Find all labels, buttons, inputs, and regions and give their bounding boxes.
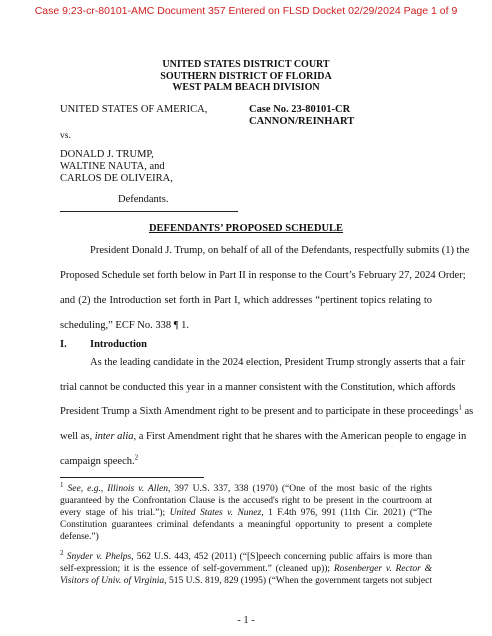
footnote-1-line-3 bbox=[60, 508, 432, 520]
footnote-2-case-3: Visitors of Univ. of Virginia bbox=[60, 576, 165, 586]
footnote-1-line-2: guaranteed by the Confrontation Clause is the accused's right to be present in the courtroom at bbox=[60, 496, 432, 506]
intro-line-1: President Donald J. Trump, on behalf of all of the Defendants, respectfully submits (1) the bbox=[90, 245, 470, 256]
footnote-ref-2[interactable]: 2 bbox=[134, 453, 139, 462]
docket-header: Case 9:23-cr-80101-AMC Document 357 Entered on FLSD Docket 02/29/2024 Page 1 of 9 bbox=[34, 5, 458, 17]
footnote-1-l1: , 397 U.S. 337, 338 (1970) (“One of the most basic of the rights bbox=[167, 484, 432, 494]
section-number: I. bbox=[60, 339, 67, 350]
case-number: Case No. 23-80101-CR bbox=[249, 104, 351, 115]
footnote-ref-1[interactable]: 1 bbox=[458, 403, 462, 412]
defendant-nauta: WALTINE NAUTA, and bbox=[60, 161, 165, 172]
court-name: UNITED STATES DISTRICT COURT bbox=[162, 59, 330, 70]
section-heading: Introduction bbox=[90, 339, 147, 350]
page-number: - 1 - bbox=[237, 615, 255, 626]
para2-line-4-b: , a First Amendment right that he shares with the American people to engage in bbox=[133, 431, 467, 442]
footnote-2-l1: , 562 U.S. 443, 452 (2011) (“[S]peech concerning public affairs is more than bbox=[131, 552, 433, 562]
footnote-2-mark: 2 bbox=[60, 548, 64, 557]
defendant-trump: DONALD J. TRUMP, bbox=[60, 149, 154, 160]
footnote-1-case: United States v. Nunez bbox=[169, 508, 262, 518]
document-title: DEFENDANTS’ PROPOSED SCHEDULE bbox=[148, 223, 344, 234]
versus-label: vs. bbox=[60, 131, 71, 141]
court-division: WEST PALM BEACH DIVISION bbox=[172, 82, 320, 93]
plaintiff-name: UNITED STATES OF AMERICA, bbox=[60, 104, 208, 115]
para2-line-2: trial cannot be conducted this year in a manner consistent with the Constitution, which affords bbox=[60, 382, 456, 393]
para2-line-5 bbox=[60, 453, 432, 468]
footnote-1-line-4: Constitution guarantees criminal defendants a meaningful opportunity to present a complete bbox=[60, 520, 432, 530]
footnote-2-case-2: Rosenberger v. Rector & bbox=[333, 564, 433, 574]
footnote-1-l3b: , 1 F.4th 976, 991 (11th Cir. 2021) (“The bbox=[261, 508, 433, 518]
footnote-1-line-5: defense.”) bbox=[60, 532, 99, 542]
para2-line-4-a: well as, bbox=[60, 431, 95, 442]
footnote-2-line-3 bbox=[60, 576, 432, 588]
para2-line-3-text: President Trump a Sixth Amendment right to be present and to participate in these proceedings bbox=[60, 406, 459, 417]
footnote-1-mark: 1 bbox=[60, 480, 64, 489]
court-district: SOUTHERN DISTRICT OF FLORIDA bbox=[160, 70, 332, 82]
footnote-2-l2a: self-expression; it is the essence of self-government.” (cleaned up)); bbox=[60, 564, 334, 574]
footnote-2-l3: , 515 U.S. 819, 829 (1995) (“When the government targets not subject bbox=[164, 576, 432, 586]
para2-line-4 bbox=[60, 431, 467, 443]
defendants-label: Defendants. bbox=[118, 194, 169, 205]
court-heading bbox=[0, 59, 492, 94]
footnote-1-l3a: every stage of his trial.”); bbox=[60, 508, 170, 518]
footnote-1-line-1 bbox=[60, 480, 432, 496]
footnote-divider bbox=[60, 477, 204, 478]
intro-line-4: scheduling,” ECF No. 338 ¶ 1. bbox=[60, 320, 189, 331]
para2-line-5-text: campaign speech. bbox=[60, 456, 135, 467]
para2-line-3-end: as bbox=[461, 406, 474, 417]
footnote-2-case: Snyder v. Phelps bbox=[66, 552, 132, 562]
footnote-1-see: See, e.g., Illinois v. Allen bbox=[67, 484, 168, 494]
defendant-de-oliveira: CARLOS DE OLIVEIRA, bbox=[60, 173, 173, 184]
para2-line-4-italic: inter alia bbox=[94, 431, 134, 442]
intro-line-2: Proposed Schedule set forth below in Part II in response to the Court’s February 27, 2024 Order; bbox=[60, 270, 466, 281]
para2-line-1: As the leading candidate in the 2024 election, President Trump strongly asserts that a fair bbox=[90, 357, 465, 368]
intro-line-3: and (2) the Introduction set forth in Part I, which addresses “pertinent topics relating to bbox=[60, 295, 432, 306]
footnote-2-line-1 bbox=[60, 548, 433, 564]
assigned-judges: CANNON/REINHART bbox=[249, 116, 355, 127]
footnote-2-line-2 bbox=[60, 564, 432, 576]
caption-divider bbox=[60, 211, 238, 212]
para2-line-3 bbox=[60, 403, 474, 418]
